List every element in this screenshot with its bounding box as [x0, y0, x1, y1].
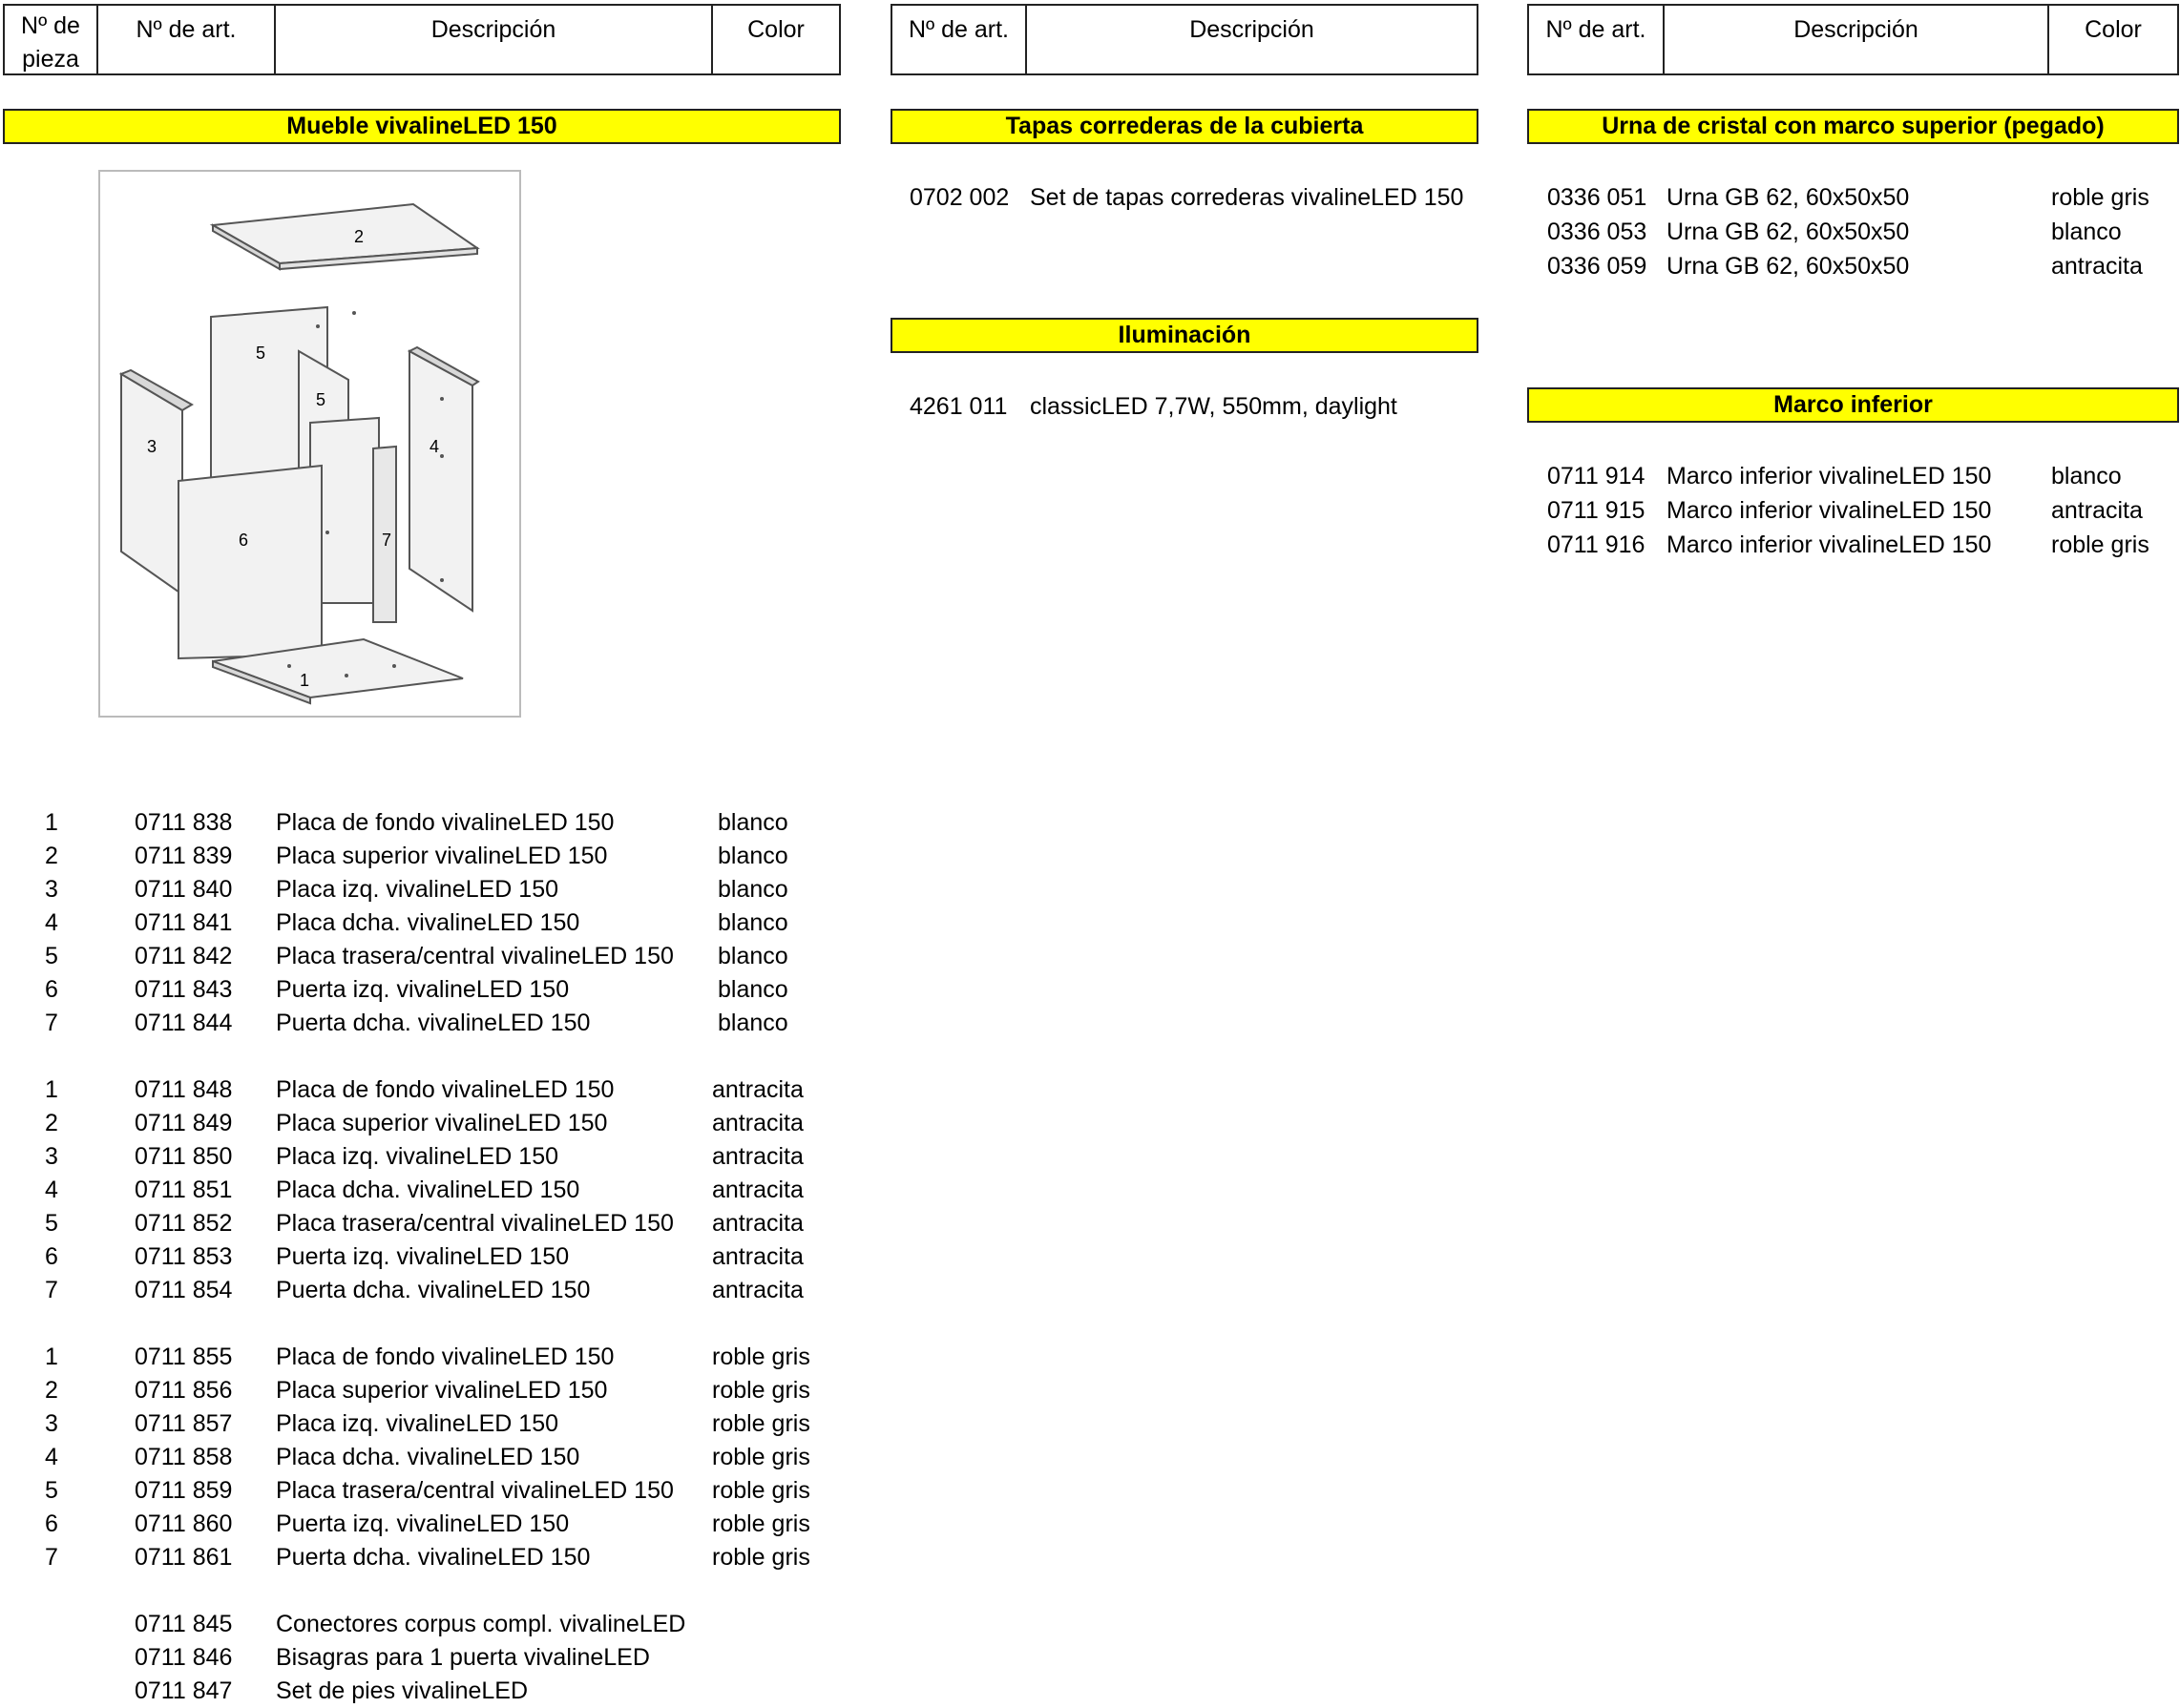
art-number: 0711 844: [135, 1010, 233, 1036]
description: Placa trasera/central vivalineLED 150: [276, 943, 674, 969]
table-row: [0, 1508, 859, 1541]
art-number: 0711 916: [1547, 531, 1645, 558]
art-number: 0711 851: [135, 1177, 233, 1203]
description: Placa dcha. vivalineLED 150: [276, 909, 580, 936]
art-number: 0711 861: [135, 1544, 233, 1571]
description: Placa trasera/central vivalineLED 150: [276, 1210, 674, 1237]
table-row: [0, 1407, 859, 1441]
table-row: [0, 1608, 859, 1641]
color: blanco: [718, 976, 788, 1003]
description: Puerta dcha. vivalineLED 150: [276, 1010, 591, 1036]
color: roble gris: [2051, 531, 2149, 558]
part-number: 5: [45, 1477, 58, 1504]
description: Placa dcha. vivalineLED 150: [276, 1177, 580, 1203]
list-item: [0, 460, 2180, 493]
color: antracita: [2051, 497, 2143, 524]
description: Puerta izq. vivalineLED 150: [276, 1243, 570, 1270]
description: Placa izq. vivalineLED 150: [276, 876, 558, 903]
art-number: 0702 002: [910, 184, 1010, 211]
art-number: 0711 847: [135, 1677, 233, 1704]
section-urna: [1527, 109, 2179, 144]
table-row: [0, 1675, 859, 1708]
section-mueble-title: Mueble vivalineLED 150: [286, 113, 557, 139]
art-number: 0711 857: [135, 1410, 233, 1437]
description: Placa superior vivalineLED 150: [276, 1110, 608, 1136]
description: Conectores corpus compl. vivalineLED: [276, 1611, 686, 1637]
description: Placa superior vivalineLED 150: [276, 843, 608, 869]
list-item: [0, 529, 2180, 562]
section-marco-title: Marco inferior: [1773, 391, 1933, 418]
art-number: 0711 852: [135, 1210, 233, 1237]
table-row: [0, 1274, 859, 1307]
part-number: 7: [45, 1010, 58, 1036]
header-color-label: Color: [2085, 16, 2142, 43]
description: Set de pies vivalineLED: [276, 1677, 529, 1704]
part-number: 7: [45, 1277, 58, 1303]
part-number: 1: [45, 1076, 58, 1103]
header-desc: [1665, 6, 2049, 73]
art-number: 0711 845: [135, 1611, 233, 1637]
part-number: 4: [45, 1444, 58, 1470]
part-number: 7: [45, 1544, 58, 1571]
art-number: 0336 059: [1547, 253, 1647, 280]
description: Marco inferior vivalineLED 150: [1666, 463, 1992, 489]
part-number: 2: [45, 1377, 58, 1404]
section-iluminacion-title: Iluminación: [1118, 322, 1251, 348]
table-row: [0, 940, 859, 973]
header-art-label: Nº de art.: [908, 16, 1009, 43]
section-mueble: [3, 109, 841, 144]
color: roble gris: [712, 1544, 810, 1571]
art-number: 0711 854: [135, 1277, 233, 1303]
color: antracita: [712, 1210, 804, 1237]
part-number: 6: [45, 976, 58, 1003]
description: Urna GB 62, 60x50x50: [1666, 219, 1910, 245]
table-row: [0, 1474, 859, 1508]
header-pieza-label: Nº de pieza: [21, 12, 80, 73]
color: antracita: [712, 1177, 804, 1203]
table-row: [0, 1073, 859, 1107]
color: blanco: [718, 909, 788, 936]
color: blanco: [2051, 463, 2122, 489]
part-number: 6: [45, 1243, 58, 1270]
description: Puerta izq. vivalineLED 150: [276, 1510, 570, 1537]
table-row: [0, 1641, 859, 1675]
header-art-label: Nº de art.: [1545, 16, 1646, 43]
header-left: [3, 4, 841, 75]
description: Placa de fondo vivalineLED 150: [276, 1076, 615, 1103]
art-number: 0711 853: [135, 1243, 233, 1270]
description: Marco inferior vivalineLED 150: [1666, 531, 1992, 558]
color: antracita: [712, 1243, 804, 1270]
color: antracita: [712, 1143, 804, 1170]
art-number: 0711 858: [135, 1444, 233, 1470]
part-number: 3: [45, 1143, 58, 1170]
art-number: 0711 840: [135, 876, 233, 903]
diagram-label-7: 7: [381, 531, 392, 550]
description: classicLED 7,7W, 550mm, daylight: [1030, 393, 1397, 420]
art-number: 0711 846: [135, 1644, 233, 1671]
color: blanco: [718, 809, 788, 836]
art-number: 0711 850: [135, 1143, 233, 1170]
color: roble gris: [712, 1477, 810, 1504]
art-number: 0711 855: [135, 1343, 233, 1370]
table-row: [0, 840, 859, 873]
part-number: 2: [45, 1110, 58, 1136]
color: roble gris: [2051, 184, 2149, 211]
list-item: [0, 250, 2180, 283]
art-number: 0711 856: [135, 1377, 233, 1404]
part-number: 5: [45, 943, 58, 969]
part-number: 6: [45, 1510, 58, 1537]
section-marco: [1527, 387, 2179, 423]
header-right: [1527, 4, 2179, 75]
color: roble gris: [712, 1343, 810, 1370]
diagram-label-2: 2: [353, 227, 365, 246]
description: Puerta izq. vivalineLED 150: [276, 976, 570, 1003]
diagram-label-5a: 5: [255, 344, 266, 363]
art-number: 0711 915: [1547, 497, 1645, 524]
header-desc-label: Descripción: [1793, 16, 1918, 43]
section-iluminacion: [891, 318, 1478, 353]
header-middle: [891, 4, 1478, 75]
art-number: 0711 914: [1547, 463, 1645, 489]
art-number: 0711 841: [135, 909, 233, 936]
table-row: [0, 873, 859, 906]
header-color: [2049, 6, 2177, 73]
description: Placa izq. vivalineLED 150: [276, 1410, 558, 1437]
table-row: [0, 1174, 859, 1207]
table-row: [0, 1441, 859, 1474]
art-number: 0711 838: [135, 809, 233, 836]
diagram-label-1: 1: [299, 671, 310, 690]
diagram-label-3: 3: [146, 437, 157, 456]
color: antracita: [2051, 253, 2143, 280]
part-number: 1: [45, 809, 58, 836]
header-pieza: [5, 6, 98, 73]
list-item: [0, 181, 2180, 215]
art-number: 0711 839: [135, 843, 233, 869]
table-row: [0, 1541, 859, 1574]
header-art: [98, 6, 276, 73]
art-number: 4261 011: [910, 393, 1008, 420]
header-desc: [276, 6, 713, 73]
color: blanco: [718, 843, 788, 869]
description: Bisagras para 1 puerta vivalineLED: [276, 1644, 650, 1671]
color: blanco: [718, 1010, 788, 1036]
section-tapas-title: Tapas correderas de la cubierta: [1005, 113, 1364, 139]
description: Placa dcha. vivalineLED 150: [276, 1444, 580, 1470]
description: Puerta dcha. vivalineLED 150: [276, 1544, 591, 1571]
diagram-label-5b: 5: [315, 390, 326, 409]
color: roble gris: [712, 1410, 810, 1437]
color: antracita: [712, 1277, 804, 1303]
art-number: 0711 842: [135, 943, 233, 969]
header-desc: [1027, 6, 1477, 73]
art-number: 0711 843: [135, 976, 233, 1003]
diagram-label-6: 6: [238, 531, 249, 550]
art-number: 0711 848: [135, 1076, 233, 1103]
description: Placa de fondo vivalineLED 150: [276, 1343, 615, 1370]
color: blanco: [718, 876, 788, 903]
table-row: [0, 1240, 859, 1274]
description: Placa trasera/central vivalineLED 150: [276, 1477, 674, 1504]
part-number: 3: [45, 876, 58, 903]
art-number: 0336 053: [1547, 219, 1647, 245]
table-row: [0, 1107, 859, 1140]
header-desc-label: Descripción: [1189, 16, 1314, 43]
part-number: 4: [45, 1177, 58, 1203]
color: roble gris: [712, 1377, 810, 1404]
description: Urna GB 62, 60x50x50: [1666, 253, 1910, 280]
table-row: [0, 1341, 859, 1374]
art-number: 0711 860: [135, 1510, 233, 1537]
color: roble gris: [712, 1444, 810, 1470]
table-row: [0, 906, 859, 940]
header-color: [713, 6, 839, 73]
description: Placa superior vivalineLED 150: [276, 1377, 608, 1404]
header-art: [892, 6, 1027, 73]
part-number: 1: [45, 1343, 58, 1370]
description: Urna GB 62, 60x50x50: [1666, 184, 1910, 211]
color: antracita: [712, 1076, 804, 1103]
table-row: [0, 1207, 859, 1240]
color: blanco: [718, 943, 788, 969]
table-row: [0, 1140, 859, 1174]
header-art-label: Nº de art.: [136, 16, 237, 43]
art-number: 0336 051: [1547, 184, 1647, 211]
list-item: [0, 216, 2180, 249]
part-number: 5: [45, 1210, 58, 1237]
description: Marco inferior vivalineLED 150: [1666, 497, 1992, 524]
header-art: [1529, 6, 1665, 73]
table-row: [0, 1374, 859, 1407]
table-row: [0, 1007, 859, 1040]
section-urna-title: Urna de cristal con marco superior (pegado): [1602, 113, 2105, 139]
color: blanco: [2051, 219, 2122, 245]
art-number: 0711 849: [135, 1110, 233, 1136]
color: antracita: [712, 1110, 804, 1136]
color: roble gris: [712, 1510, 810, 1537]
header-desc-label: Descripción: [430, 16, 556, 43]
description: Placa izq. vivalineLED 150: [276, 1143, 558, 1170]
table-row: [0, 806, 859, 840]
list-item: [0, 494, 2180, 528]
diagram-label-4: 4: [429, 437, 440, 456]
part-number: 4: [45, 909, 58, 936]
description: Puerta dcha. vivalineLED 150: [276, 1277, 591, 1303]
table-row: [0, 973, 859, 1007]
list-item: [0, 390, 1489, 424]
part-number: 2: [45, 843, 58, 869]
art-number: 0711 859: [135, 1477, 233, 1504]
description: Placa de fondo vivalineLED 150: [276, 809, 615, 836]
section-tapas: [891, 109, 1478, 144]
part-number: 3: [45, 1410, 58, 1437]
description: Set de tapas correderas vivalineLED 150: [1030, 184, 1464, 211]
header-color-label: Color: [747, 16, 805, 43]
